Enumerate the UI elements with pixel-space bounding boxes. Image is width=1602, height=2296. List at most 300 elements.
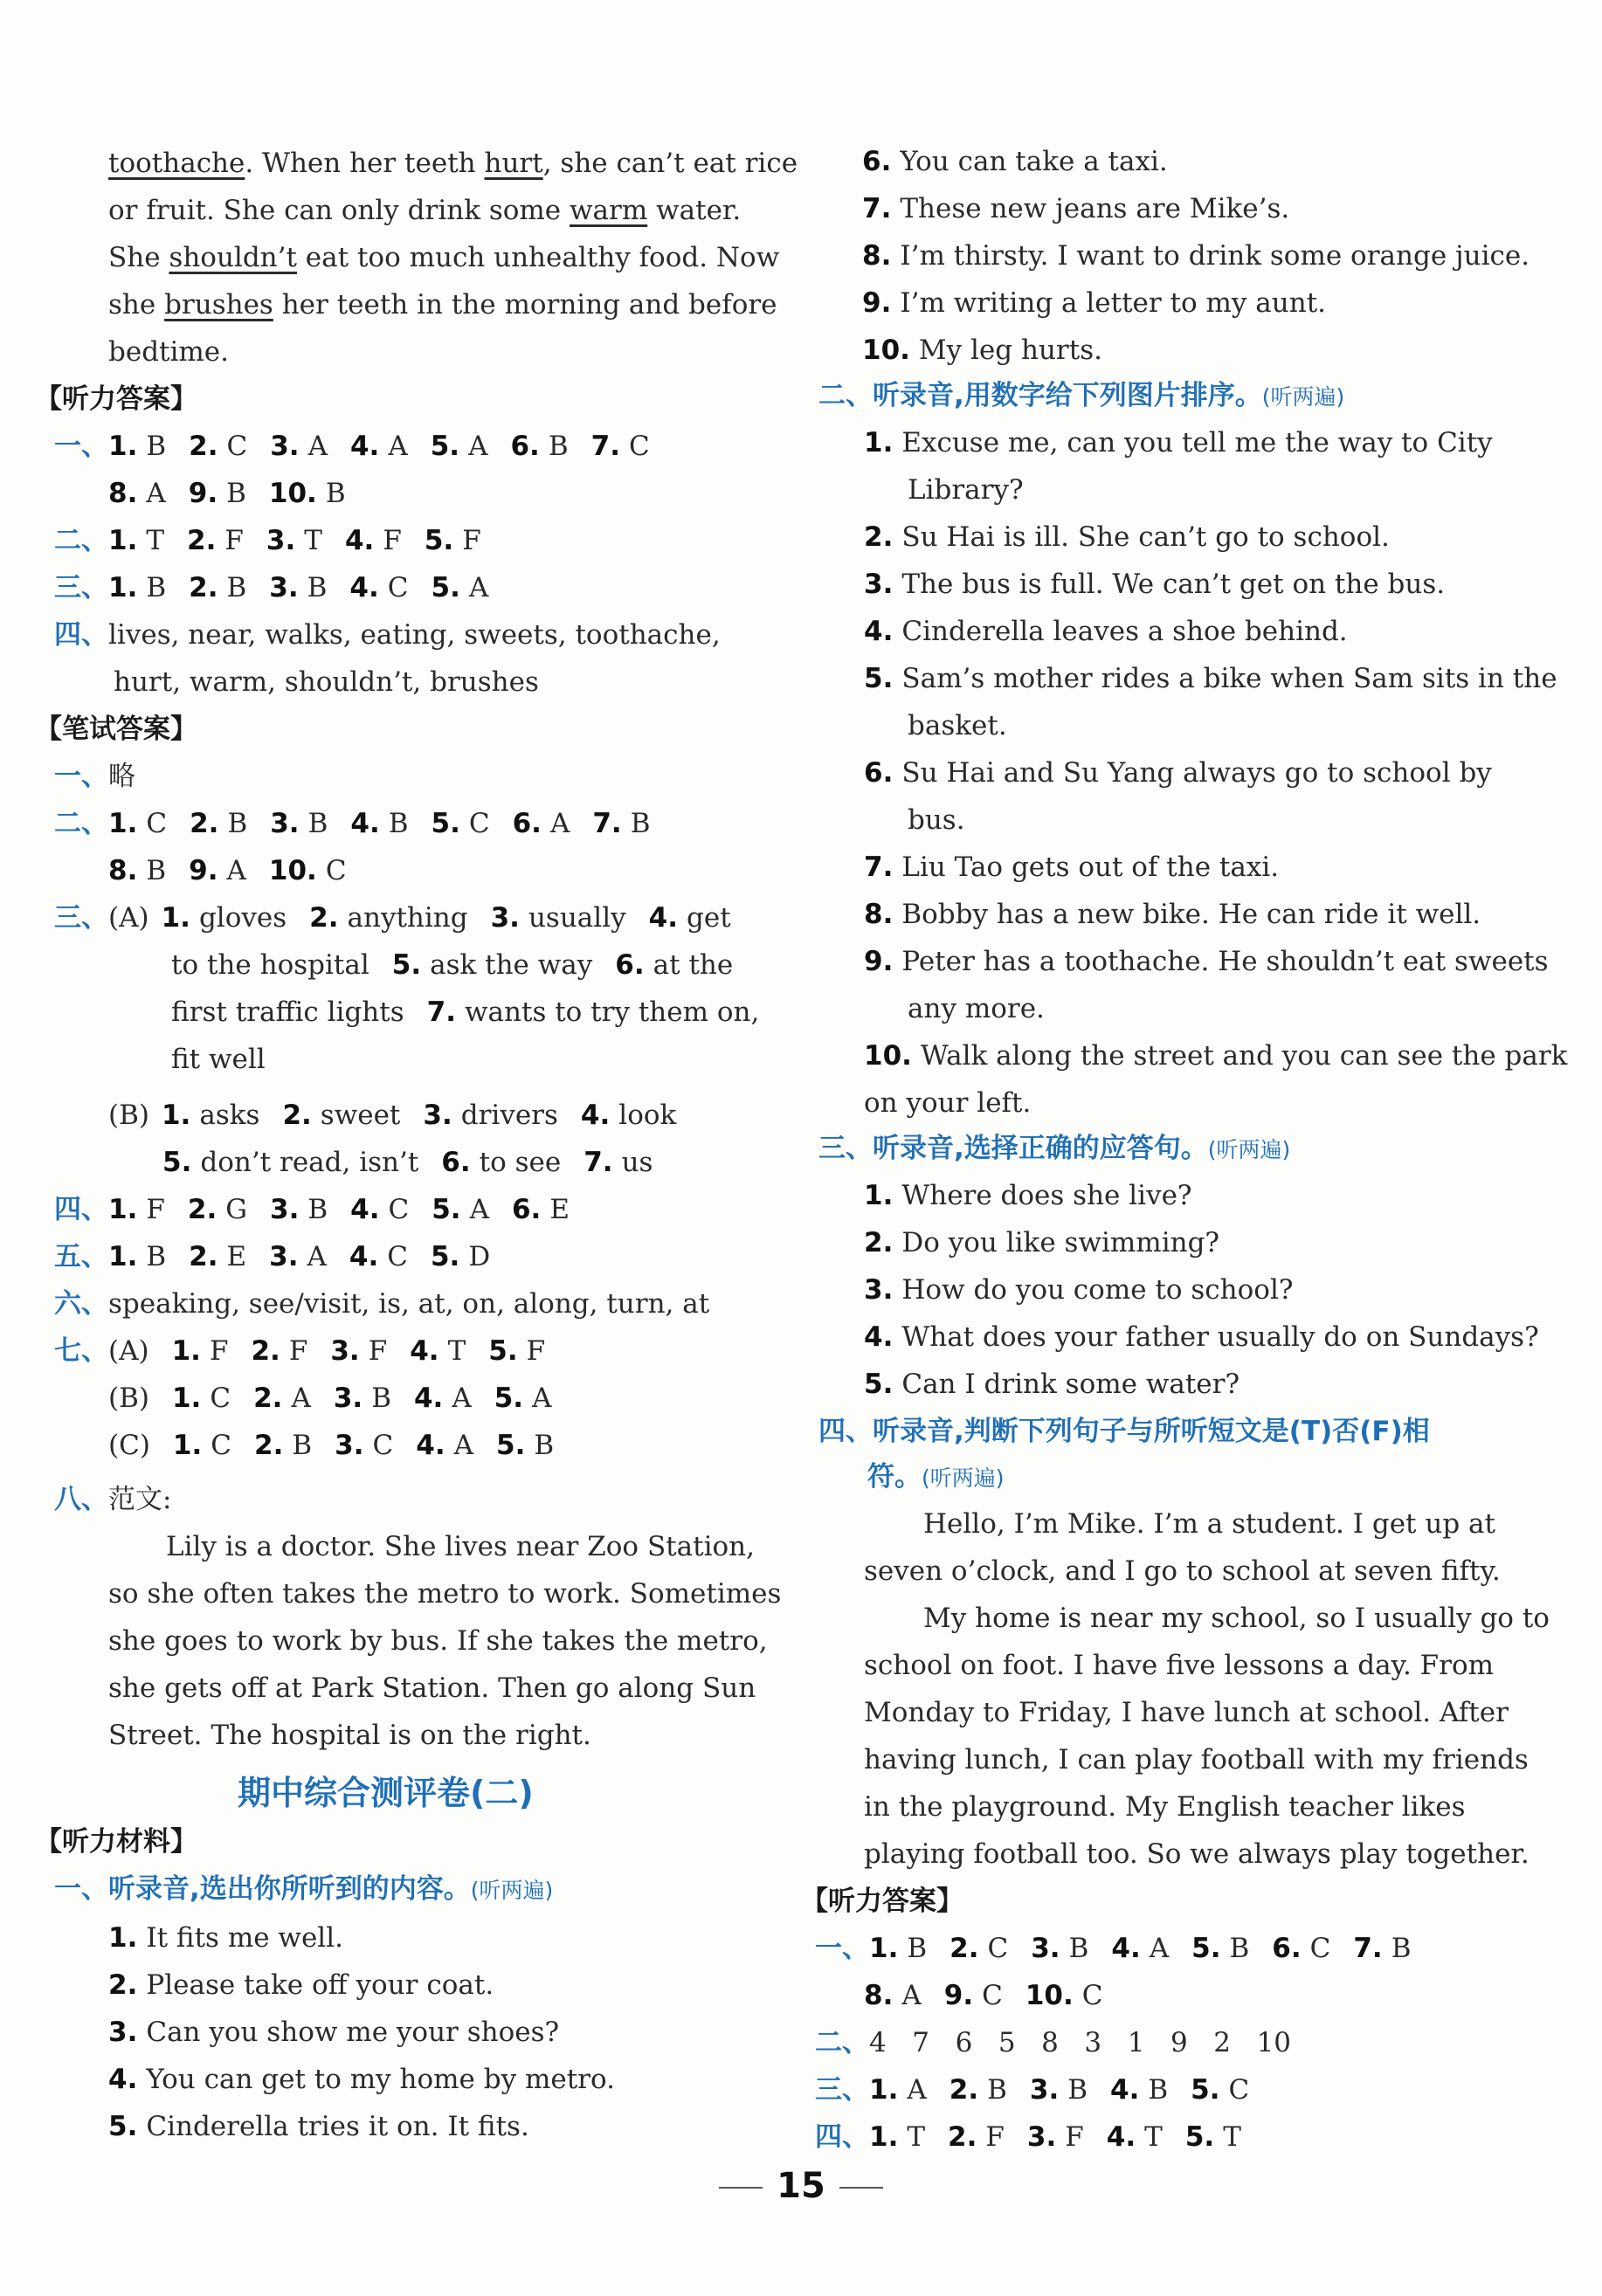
picture-item-3 [864, 561, 1445, 608]
section-label: 四、 [815, 2121, 869, 2153]
answer-number: 2. [251, 1335, 280, 1367]
item-number: 3. [108, 2017, 138, 2048]
answer-value: B [548, 431, 569, 462]
text: , she can’t eat rice [542, 148, 798, 179]
answer-number: 8. [864, 1980, 894, 2011]
answer-number: 7. [583, 1147, 613, 1178]
listen-answers-4-cont: hurt, warm, shouldn’t, brushes [114, 666, 539, 698]
answer-value: B [388, 808, 409, 839]
answer-number: 7. [590, 431, 620, 462]
listen-answers-header-2: 【听力答案】 [801, 1886, 963, 1917]
answer-list [108, 1241, 513, 1272]
answer-number: 5. [1191, 1933, 1221, 1964]
picture-item-10 [864, 1032, 1567, 1079]
item-text: Bobby has a new bike. He can ride it well. [901, 899, 1481, 930]
written-answers-7b [108, 1375, 574, 1422]
answer-value: C [387, 1241, 408, 1272]
answer-value: C [387, 572, 409, 603]
answer-number: 5. [431, 808, 460, 839]
answer-number: 4. [349, 572, 379, 603]
picture-item-6 [864, 749, 1492, 796]
answer-number: 4. [349, 1241, 379, 1272]
heading-note: (听两遍) [922, 1465, 1005, 1491]
answer-number: 1. [171, 1382, 202, 1414]
item-text: Please take off your coat. [146, 1969, 494, 2001]
answer-number: 5. [424, 525, 454, 556]
answer-value: E [549, 1194, 570, 1225]
answer-value: B [307, 808, 328, 839]
answer-number: 6. [1272, 1933, 1302, 1964]
answer-number: 5. [488, 1335, 518, 1367]
answer-list [162, 1147, 675, 1178]
item-text: These new jeans are Mike’s. [900, 193, 1290, 224]
written-answers-7a [54, 1327, 568, 1375]
item-number: 2. [864, 1227, 894, 1258]
answer-text: 4 7 6 5 8 3 1 9 2 10 [869, 2027, 1292, 2058]
answer-value: B [325, 478, 346, 509]
item-number: 1. [864, 427, 894, 459]
answer-number: 3. [270, 431, 300, 462]
answer-value: F [1065, 2121, 1084, 2153]
answer-value: B [534, 1430, 555, 1461]
part-label: (B) [108, 1100, 149, 1131]
answer-value: A [1149, 1933, 1170, 1964]
item-text: Where does she live? [901, 1180, 1192, 1211]
item-number: 2. [108, 1969, 138, 2001]
section-label: 一、 [54, 761, 108, 792]
answer-list [864, 1980, 1126, 2011]
answer-list [108, 1430, 577, 1461]
answer-value: to see [479, 1147, 562, 1178]
picture-item-7 [864, 844, 1279, 891]
written-answers-3a [54, 894, 754, 941]
answer-number: 2. [254, 1430, 284, 1461]
answer-value: T [907, 2121, 926, 2153]
answer-value: A [452, 1382, 472, 1414]
answer-text: lives, near, walks, eating, sweets, toothache, [108, 619, 721, 651]
written-answers-4 [54, 1186, 592, 1233]
answer-value: C [211, 1430, 232, 1461]
section-label: 三、 [54, 572, 108, 603]
answer-value: A [549, 808, 570, 839]
material-item-4 [108, 2056, 615, 2103]
answer-number: 5. [430, 431, 460, 462]
response-item-1 [864, 1172, 1192, 1219]
item-number: 4. [108, 2064, 138, 2095]
essay-line-2: so she often takes the metro to work. Sometimes [108, 1578, 782, 1610]
answer-number: 5. [1184, 2121, 1215, 2153]
section-label: 二、 [815, 2027, 869, 2058]
answer-number: 2. [187, 525, 217, 556]
written-answers-2-cont [108, 847, 369, 894]
item-text: Cinderella tries it on. It fits. [146, 2111, 529, 2142]
answer-value: B [1148, 2074, 1169, 2106]
listen-answers-1-cont [108, 470, 369, 517]
dash-right [839, 2187, 883, 2189]
item-number: 5. [108, 2111, 138, 2142]
answer-value: F [368, 1335, 388, 1367]
heading-text: 符。 [867, 1461, 922, 1493]
tf-passage-line-1: Hello, I’m Mike. I’m a student. I get up at [923, 1508, 1495, 1540]
answer-value: A [532, 1382, 552, 1414]
answer-number: 5. [496, 1430, 526, 1461]
answer-number: 2. [189, 1241, 218, 1272]
material-item-7 [862, 185, 1289, 232]
tf-passage-line-2: seven o’clock, and I go to school at seven fifty. [864, 1555, 1501, 1587]
answer-number: 9. [943, 1980, 974, 2011]
item-text: You can take a taxi. [900, 146, 1168, 177]
item-text: My leg hurts. [918, 334, 1102, 366]
answer-number: 3. [1031, 1933, 1060, 1964]
picture-item-4 [864, 608, 1348, 655]
answer-value: C [372, 1430, 394, 1461]
answer-number: 1. [869, 2121, 899, 2153]
heading-text: 二、听录音,用数字给下列图片排序。 [818, 380, 1262, 411]
item-text: It fits me well. [146, 1922, 343, 1954]
item-number: 4. [864, 616, 894, 647]
material-item-3 [108, 2009, 559, 2056]
item-number: 1. [864, 1180, 894, 1211]
item-number: 8. [862, 240, 892, 272]
item-number: 9. [864, 946, 894, 977]
answer-value: C [226, 431, 248, 462]
answer-number: 2. [189, 572, 218, 603]
answer-value: drivers [460, 1100, 558, 1131]
answer-value: to the hospital [171, 949, 369, 981]
section-label: 一、 [54, 431, 108, 462]
answer-number: 3. [270, 808, 300, 839]
underlined-word: toothache [108, 148, 245, 179]
underlined-word: warm [570, 195, 648, 226]
answer-number: 1. [869, 1933, 899, 1964]
answer-number: 2. [253, 1382, 283, 1414]
item-text: Can I drink some water? [901, 1369, 1240, 1400]
answer-value: C [1081, 1980, 1103, 2011]
picture-item-5 [864, 655, 1557, 702]
answer-number: 10. [1025, 1980, 1074, 2011]
answers2-1 [815, 1925, 1434, 1972]
item-number: 9. [862, 287, 892, 319]
answer-value: F [462, 525, 481, 556]
picture-item-5-cont: basket. [908, 710, 1007, 741]
passage-line-5: bedtime. [108, 336, 230, 368]
material-item-2 [108, 1962, 494, 2009]
answer-value: D [468, 1241, 491, 1272]
essay-line-4: she gets off at Park Station. Then go along Sun [108, 1672, 756, 1704]
item-number: 7. [864, 852, 894, 883]
answer-number: 3. [335, 1430, 364, 1461]
item-number: 3. [864, 1274, 894, 1306]
answer-value: us [621, 1147, 653, 1178]
answer-value: C [146, 808, 168, 839]
answer-number: 3. [1029, 2074, 1060, 2106]
tf-passage-line-5: Monday to Friday, I have lunch at school. After [864, 1697, 1509, 1728]
dash-left [719, 2187, 763, 2189]
answer-number: 2. [187, 1194, 218, 1225]
answer-number: 6. [441, 1147, 471, 1178]
answer-number: 1. [172, 1430, 203, 1461]
written-answers-3a-l2 [171, 941, 756, 989]
answer-value: G [225, 1194, 247, 1225]
answer-value: ask the way [430, 949, 593, 981]
item-number: 3. [864, 569, 894, 600]
answer-number: 10. [268, 478, 317, 509]
underlined-word: shouldn’t [169, 242, 297, 273]
answer-value: (A) [108, 1335, 149, 1367]
section-label: 二、 [54, 525, 108, 556]
answer-value: A [307, 431, 328, 462]
text: her teeth in the morning and before [273, 289, 777, 321]
answer-number: 1. [108, 808, 138, 839]
answer-value: B [307, 572, 328, 603]
answer-number: 1. [869, 2074, 899, 2106]
answers2-3 [815, 2066, 1272, 2113]
answer-number: 1. [108, 1194, 138, 1225]
exam-title: 期中综合测评卷(二) [238, 1774, 534, 1812]
item-number: 10. [862, 334, 910, 366]
written-answers-1 [54, 753, 135, 800]
listen-answers-4 [54, 611, 721, 658]
underlined-word: hurt [484, 148, 543, 179]
item-number: 2. [864, 521, 894, 553]
answers2-1-cont [864, 1972, 1126, 2019]
answer-value: B [1391, 1933, 1412, 1964]
answer-value: A [291, 1382, 311, 1414]
answer-number: 4. [344, 525, 375, 556]
item-number: 10. [864, 1040, 912, 1072]
heading-note: (听两遍) [1207, 1137, 1291, 1162]
material-item-10 [862, 327, 1102, 374]
answer-number: 1. [161, 1100, 191, 1131]
tf-passage-line-3: My home is near my school, so I usually go to [923, 1603, 1550, 1634]
answer-number: 8. [108, 478, 138, 509]
answer-number: 1. [108, 572, 138, 603]
answer-value: F [985, 2121, 1005, 2153]
section-label: 三、 [815, 2074, 869, 2106]
item-text: Walk along the street and you can see the park [920, 1040, 1568, 1072]
answer-number: 7. [426, 996, 456, 1028]
answer-number: 8. [108, 855, 138, 886]
answer-value: T [447, 1335, 466, 1367]
section-3-heading [818, 1125, 1290, 1172]
heading-note: (听两遍) [1261, 384, 1345, 410]
answer-list [108, 431, 673, 462]
picture-item-6-cont: bus. [908, 804, 965, 836]
answer-number: 5. [391, 949, 422, 981]
written-answers-2 [54, 800, 673, 847]
answer-number: 6. [512, 808, 542, 839]
answer-value: F [526, 1335, 546, 1367]
answer-number: 3. [269, 1241, 299, 1272]
answer-list [108, 572, 511, 603]
written-answers-3b-l2 [162, 1139, 675, 1186]
answer-number: 3. [423, 1100, 452, 1131]
answer-value: F [224, 525, 244, 556]
answer-number: 4. [350, 1194, 380, 1225]
item-number: 5. [864, 663, 894, 694]
listen-material-header: 【听力材料】 [35, 1826, 197, 1858]
answer-value: T [304, 525, 322, 556]
item-text: Su Hai and Su Yang always go to school by [901, 757, 1492, 789]
answer-value: A [146, 478, 166, 509]
answer-list [162, 1100, 699, 1131]
answer-list [108, 808, 673, 839]
passage-line-3 [108, 234, 779, 281]
written-answers-6 [54, 1280, 709, 1327]
heading-note: (听两遍) [470, 1878, 554, 1903]
answer-value: B [1067, 2074, 1088, 2106]
written-answers-3b [108, 1092, 699, 1139]
answer-value: A [901, 1980, 922, 2011]
answer-value: look [618, 1100, 677, 1131]
material-item-9 [862, 279, 1326, 327]
answer-number: 3. [490, 902, 520, 934]
answer-number: 4. [648, 902, 678, 934]
item-text: Do you like swimming? [901, 1227, 1220, 1258]
answer-number: 1. [108, 431, 138, 462]
answer-value: A [388, 431, 408, 462]
answer-number: 7. [1353, 1933, 1383, 1964]
item-text: Cinderella leaves a shoe behind. [901, 616, 1348, 647]
item-text: Can you show me your shoes? [146, 2017, 560, 2048]
item-text: Liu Tao gets out of the taxi. [901, 852, 1280, 883]
answer-value: F [146, 1194, 165, 1225]
answer-value: A [453, 1430, 473, 1461]
answer-number: 7. [592, 808, 622, 839]
section-label: 六、 [54, 1288, 108, 1320]
answer-value: first traffic lights [171, 996, 404, 1028]
item-text: I’m writing a letter to my aunt. [900, 287, 1327, 319]
answer-text: speaking, see/visit, is, at, on, along, turn, at [108, 1288, 710, 1320]
item-text: Sam’s mother rides a bike when Sam sits in the [901, 663, 1557, 694]
answer-value: E [226, 1241, 247, 1272]
answer-value: F [383, 525, 402, 556]
answers2-2 [815, 2019, 1291, 2066]
answer-value: B [371, 1382, 391, 1414]
picture-item-1 [864, 419, 1493, 466]
material-item-6 [862, 138, 1168, 185]
answer-number: 4. [416, 1430, 445, 1461]
answer-number: 3. [270, 1194, 300, 1225]
answer-value: B [292, 1430, 313, 1461]
answer-value: C [1309, 1933, 1331, 1964]
section-label: 四、 [54, 619, 108, 651]
answer-number: 2. [282, 1100, 312, 1131]
answer-value: B [1068, 1933, 1089, 1964]
underlined-word: brushes [164, 289, 273, 321]
item-text: Peter has a toothache. He shouldn’t eat sweets [901, 946, 1549, 977]
answer-number: 1. [108, 1241, 138, 1272]
answer-number: 5. [432, 1194, 461, 1225]
answer-value: C [982, 1980, 1003, 2011]
answer-list [869, 1933, 1434, 1964]
answer-list [108, 525, 504, 556]
item-number: 6. [864, 757, 894, 789]
picture-item-8 [864, 891, 1481, 938]
answer-value: B [987, 2074, 1007, 2106]
listen-answers-header: 【听力答案】 [35, 383, 197, 415]
answer-number: 1. [108, 525, 138, 556]
item-text: Excuse me, can you tell me the way to City [901, 427, 1493, 459]
answer-number: 4. [413, 1382, 444, 1414]
answer-number: 5. [162, 1147, 192, 1178]
item-text: Su Hai is ill. She can’t go to school. [901, 521, 1390, 553]
answer-value: usually [528, 902, 626, 934]
item-text: You can get to my home by metro. [146, 2064, 615, 2095]
response-item-3 [864, 1266, 1294, 1313]
answer-number: 2. [309, 902, 339, 934]
item-number: 4. [864, 1321, 894, 1353]
answer-value: don’t read, isn’t [200, 1147, 419, 1178]
item-text: I’m thirsty. I want to drink some orange juice. [900, 240, 1530, 272]
item-number: 1. [108, 1922, 138, 1954]
item-text: How do you come to school? [901, 1274, 1294, 1306]
text: she [108, 289, 165, 321]
item-number: 5. [864, 1369, 894, 1400]
answer-number: 4. [350, 808, 380, 839]
section-1-heading [54, 1865, 553, 1913]
answer-number: 5. [431, 572, 460, 603]
item-number: 8. [864, 899, 894, 930]
answer-value: B [226, 478, 246, 509]
essay-line-3: she goes to work by bus. If she takes the metro, [108, 1625, 768, 1657]
answer-value: gloves [198, 902, 287, 934]
tf-passage-line-6: having lunch, I can play football with my friends [864, 1744, 1529, 1775]
answer-number: 4. [349, 431, 380, 462]
material-item-1 [108, 1914, 343, 1962]
answer-value: A [468, 431, 488, 462]
tf-passage-line-4: school on foot. I have five lessons a day. From [864, 1650, 1495, 1681]
answer-list [869, 2121, 1264, 2153]
answer-number: 6. [511, 1194, 542, 1225]
item-number: 7. [862, 193, 892, 224]
answer-number: 5. [430, 1241, 460, 1272]
picture-item-9-cont: any more. [908, 993, 1045, 1024]
answer-value: asks [199, 1100, 260, 1131]
written-answers-7c [108, 1422, 577, 1469]
page-number-text: 15 [777, 2166, 825, 2206]
answer-value: C [468, 808, 490, 839]
answer-value: B [227, 808, 248, 839]
section-2-heading [818, 372, 1344, 419]
section-label: 八、 [54, 1484, 108, 1515]
answer-value: C [388, 1194, 410, 1225]
item-text: The bus is full. We can’t get on the bus. [901, 569, 1446, 600]
written-answers-8 [54, 1476, 171, 1523]
answer-value: C [987, 1933, 1009, 1964]
answer-text: 略 [108, 761, 135, 792]
answer-value: B [146, 855, 167, 886]
answer-number: 3. [330, 1335, 360, 1367]
picture-item-10-cont: on your left. [864, 1087, 1032, 1119]
answer-value: C [210, 1382, 231, 1414]
text: . When her teeth [245, 148, 485, 179]
answer-number: 2. [189, 431, 218, 462]
answer-value: B [146, 572, 167, 603]
material-item-5 [108, 2103, 529, 2150]
picture-item-9 [864, 938, 1549, 985]
answer-list [108, 478, 369, 509]
answer-value: at the [653, 949, 734, 981]
response-item-4 [864, 1313, 1539, 1361]
passage-line-4 [108, 281, 777, 328]
answer-number: 3. [1026, 2121, 1057, 2153]
listen-answers-1 [54, 423, 673, 470]
written-answers-3a-l4: fit well [171, 1044, 266, 1075]
written-answers-header: 【笔试答案】 [35, 714, 197, 745]
section-4-heading: 四、听录音,判断下列句子与所听短文是(T)否(F)相 [818, 1416, 1430, 1447]
answer-number: 5. [494, 1382, 524, 1414]
